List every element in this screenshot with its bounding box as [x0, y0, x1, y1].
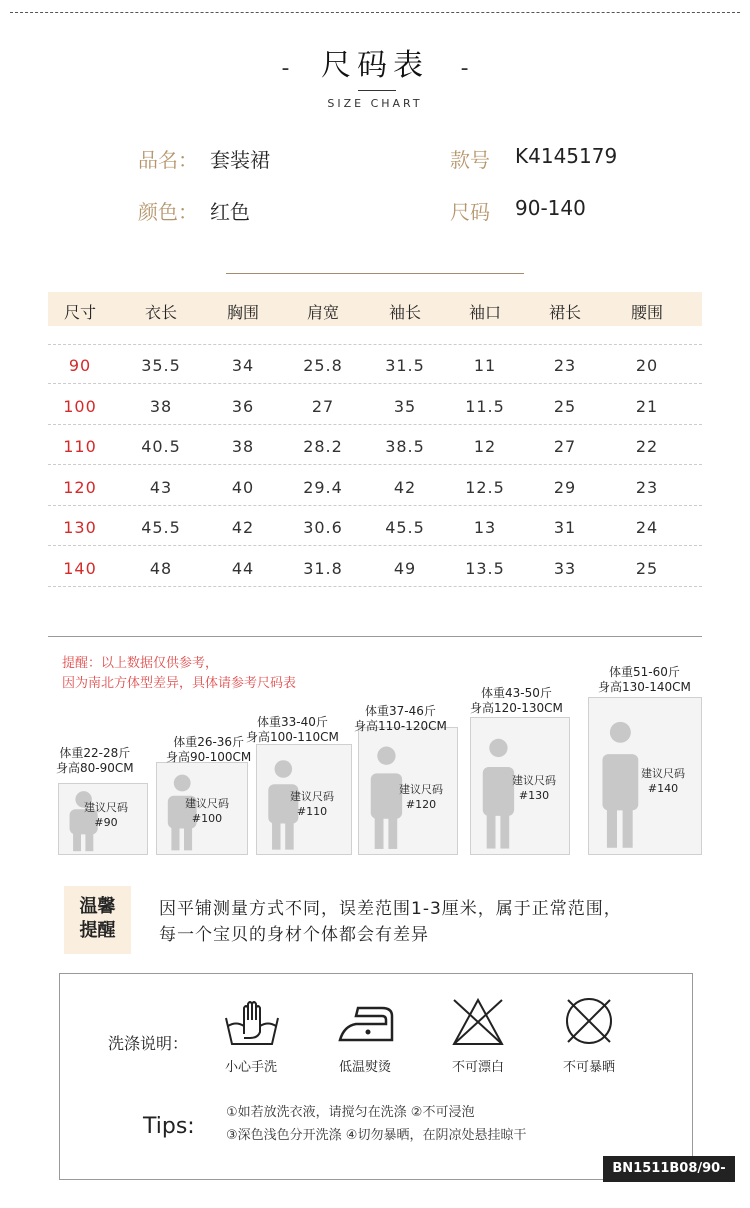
kid-recommended-size	[512, 773, 556, 803]
kid-weight-height	[56, 746, 134, 776]
no-bleach-icon	[450, 996, 506, 1048]
size-range-value: 90-140	[515, 196, 586, 220]
kid-recommended-size	[185, 796, 229, 826]
kid-height: 身高80-90CM	[56, 761, 134, 775]
table-cell: 48	[149, 558, 173, 578]
kid-height: 身高110-120CM	[354, 719, 447, 733]
title-dash-left: -	[281, 56, 290, 81]
header-cell: 胸围	[226, 303, 259, 322]
header-cell: 袖口	[468, 303, 501, 322]
header-cell: 裙长	[548, 303, 581, 322]
table-cell: 12	[473, 437, 497, 456]
table-row-divider	[48, 344, 702, 345]
style-number-value: K4145179	[515, 144, 618, 168]
table-cell: 35.5	[141, 356, 181, 375]
title-text: 尺码表	[321, 48, 429, 83]
reminder-note	[62, 654, 296, 694]
header-cell: 袖长	[388, 303, 421, 322]
header-cell: 尺寸	[63, 303, 96, 322]
kid-weight-height	[354, 704, 447, 734]
table-cell: 49	[393, 558, 417, 578]
kid-rec-label: 建议尺码	[512, 774, 556, 787]
table-cell: 24	[635, 518, 659, 537]
warm-tip-text	[159, 896, 622, 948]
warm-tip-title	[64, 895, 131, 943]
header-cell: 衣长	[144, 303, 177, 322]
table-cell: 45.5	[385, 518, 425, 537]
kid-height: 身高100-110CM	[246, 730, 339, 744]
table-row-divider	[48, 586, 702, 587]
reminder-line-2: 因为南北方体型差异，具体请参考尺码表	[62, 676, 297, 691]
kid-weight: 体重43-50斤	[481, 686, 552, 700]
table-row-divider	[48, 424, 702, 425]
page-title	[0, 40, 750, 84]
table-row-divider	[48, 464, 702, 465]
table-cell: 23	[553, 356, 577, 375]
color-value: 红色	[210, 200, 250, 224]
top-dashed-divider	[10, 12, 740, 13]
table-row-divider	[48, 505, 702, 506]
kid-weight: 体重37-46斤	[365, 704, 436, 718]
table-cell: 31.5	[385, 356, 425, 375]
table-cell: 36	[231, 396, 255, 416]
warm-tip-title-line-1: 温馨	[79, 896, 116, 917]
table-cell: 40	[231, 477, 255, 497]
kid-weight-height	[246, 715, 339, 745]
table-cell: 27	[553, 437, 577, 456]
kid-rec-label: 建议尺码	[399, 783, 443, 796]
tips-line-1: ①如若放洗衣液，请搅匀在洗涤 ②不可浸泡	[226, 1105, 475, 1120]
table-cell: 38	[149, 396, 173, 416]
table-cell: 40.5	[141, 437, 181, 456]
table-cell: 13	[473, 518, 497, 537]
table-cell: 29.4	[303, 477, 343, 497]
table-cell: 44	[231, 558, 255, 578]
size-cell: 110	[63, 437, 97, 456]
table-cell: 25	[635, 558, 659, 578]
kid-weight: 体重26-36斤	[173, 735, 245, 749]
table-cell: 38.5	[385, 437, 425, 456]
care-label: 洗涤说明：	[108, 1034, 189, 1053]
kid-rec-size: #90	[94, 816, 118, 829]
header-cell: 肩宽	[306, 303, 339, 322]
kid-weight: 体重22-28斤	[59, 746, 131, 760]
kid-recommended-size	[399, 782, 443, 812]
kid-rec-size: #110	[296, 805, 328, 818]
table-cell: 20	[635, 356, 659, 375]
table-cell: 42	[231, 518, 255, 537]
kid-rec-size: #140	[647, 782, 679, 795]
warm-tip-line-1: 因平铺测量方式不同，误差范围1-3厘米，属于正常范围，	[159, 899, 622, 919]
table-cell: 13.5	[465, 558, 505, 578]
table-cell: 30.6	[303, 518, 343, 537]
table-cell: 23	[635, 477, 659, 497]
table-cell: 38	[231, 437, 255, 456]
kid-weight: 体重51-60斤	[609, 665, 680, 679]
size-cell: 120	[63, 477, 97, 497]
table-cell: 27	[311, 396, 335, 416]
table-cell: 22	[635, 437, 659, 456]
size-range-label: 尺码	[450, 200, 490, 224]
kid-rec-label: 建议尺码	[84, 801, 128, 814]
style-number-label: 款号	[450, 148, 490, 172]
kid-rec-label: 建议尺码	[290, 790, 334, 803]
kid-weight: 体重33-40斤	[257, 715, 328, 729]
warm-tip-title-line-2: 提醒	[79, 920, 116, 941]
table-bottom-divider	[48, 636, 702, 637]
table-row-divider	[48, 383, 702, 384]
kid-recommended-size	[84, 800, 128, 830]
no-sun-caption: 不可暴晒	[562, 1060, 615, 1075]
info-divider	[226, 273, 524, 274]
title-dash-right: -	[460, 56, 469, 81]
low-iron-caption: 低温熨烫	[338, 1060, 391, 1075]
tips-line-2: ③深色浅色分开洗涤 ④切勿暴晒，在阴凉处悬挂晾干	[226, 1128, 527, 1143]
kid-recommended-size	[290, 789, 334, 819]
table-cell: 21	[635, 396, 659, 416]
table-cell: 25	[553, 396, 577, 416]
kid-rec-label: 建议尺码	[185, 797, 229, 810]
kid-weight-height	[470, 686, 563, 716]
table-cell: 28.2	[303, 437, 343, 456]
product-name-value: 套装裙	[210, 148, 270, 172]
product-code-tag: BN1511B08/90-140	[603, 1156, 735, 1182]
table-cell: 29	[553, 477, 577, 497]
tips-text	[226, 1101, 526, 1147]
page-subtitle: SIZE CHART	[327, 97, 423, 110]
kid-recommended-size	[641, 766, 685, 796]
table-cell: 42	[393, 477, 417, 497]
table-cell: 11.5	[465, 396, 505, 416]
kid-rec-size: #100	[191, 812, 223, 825]
table-cell: 33	[553, 558, 577, 578]
low-iron-icon	[336, 1004, 396, 1044]
hand-wash-caption: 小心手洗	[224, 1060, 277, 1075]
no-bleach-caption: 不可漂白	[451, 1060, 504, 1075]
hand-wash-icon	[222, 998, 282, 1048]
kid-rec-size: #130	[518, 789, 550, 802]
reminder-line-1: 提醒：以上数据仅供参考，	[62, 656, 219, 671]
kid-height: 身高90-100CM	[166, 750, 252, 764]
kid-weight-height	[166, 735, 251, 765]
color-label: 颜色：	[138, 200, 198, 224]
kid-rec-label: 建议尺码	[641, 767, 685, 780]
subtitle-divider	[358, 90, 396, 91]
table-cell: 25.8	[303, 356, 343, 375]
table-cell: 11	[473, 356, 497, 375]
kid-weight-height	[598, 665, 691, 695]
table-cell: 12.5	[465, 477, 505, 497]
size-cell: 130	[63, 518, 97, 537]
size-cell: 140	[63, 558, 97, 578]
header-cell: 腰围	[630, 303, 663, 322]
warm-tip-line-2: 每一个宝贝的身材个体都会有差异	[159, 925, 429, 945]
table-cell: 34	[231, 356, 255, 375]
table-cell: 35	[393, 396, 417, 416]
table-cell: 31	[553, 518, 577, 537]
table-cell: 43	[149, 477, 173, 497]
kid-height: 身高130-140CM	[598, 680, 691, 694]
tips-label: Tips:	[143, 1114, 195, 1139]
size-cell: 100	[63, 396, 97, 416]
table-cell: 45.5	[141, 518, 181, 537]
kid-height: 身高120-130CM	[470, 701, 563, 715]
kid-rec-size: #120	[405, 798, 437, 811]
table-row-divider	[48, 545, 702, 546]
no-sun-icon	[562, 994, 616, 1048]
size-cell: 90	[68, 356, 92, 375]
product-name-label: 品名：	[138, 148, 198, 172]
table-cell: 31.8	[303, 558, 343, 578]
